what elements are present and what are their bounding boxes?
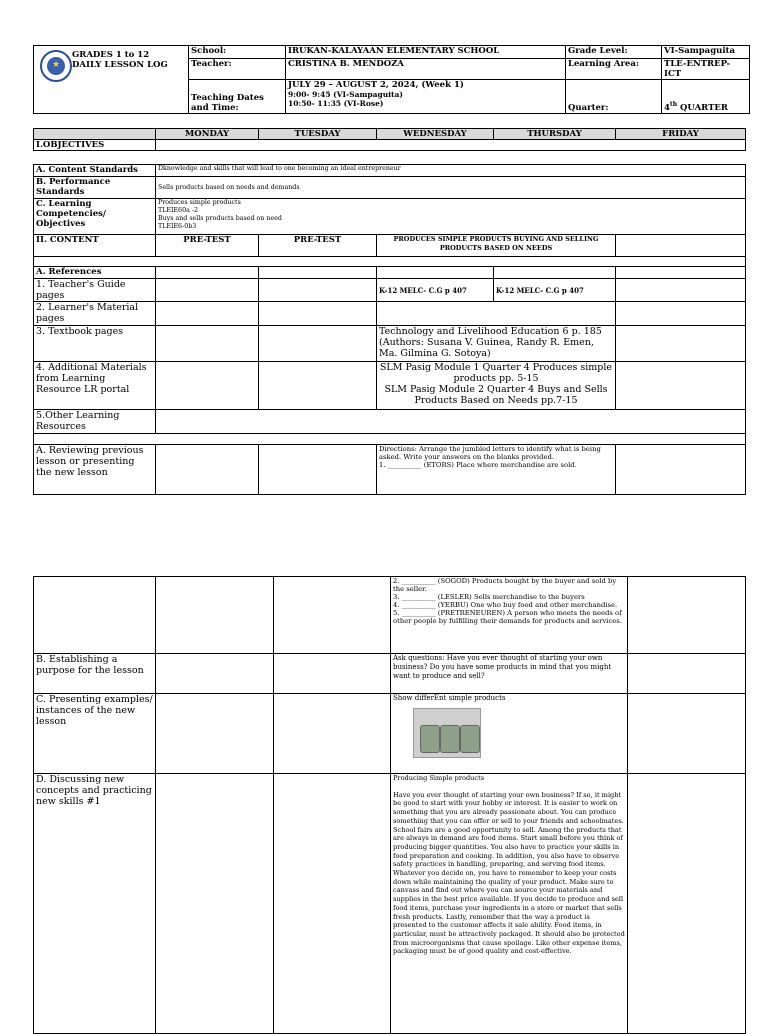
deped-seal-logo: ★ xyxy=(40,50,72,82)
school-label: School: xyxy=(189,46,286,59)
competency-2: Buys and sells products based on need xyxy=(158,215,282,222)
content-standards-value: Dknowledge and skills that will lead to one becoming an ideal entrepreneur xyxy=(156,165,746,177)
content-tuesday: PRE-TEST xyxy=(259,235,377,257)
form-title-line2: DAILY LESSON LOG xyxy=(72,60,168,70)
area-value: TLE-ENTREP-ICT xyxy=(662,59,750,80)
purpose-wed: Ask questions: Have you ever thought of starting your own business? Do you have some products in mind that you might want to produce and sell? xyxy=(391,654,628,694)
review-directions: Directions: Arrange the jumbled letters to identify what is being asked. Write your answers on the blanks provided. xyxy=(379,445,601,461)
textbook-wed: Technology and Livelihood Education 6 p. 185 (Authors: Susana V. Guinea, Randy R. Emen, Ma. Gilmina G. Sotoya) xyxy=(377,326,616,362)
review-item-5: 5. __________ (PRETRENEUREN) A person who meets the needs of other people by fulfilling their demands for products and services. xyxy=(393,609,622,625)
objectives-heading: I.OBJECTIVES xyxy=(34,140,156,151)
performance-standards-label: B. Performance Standards xyxy=(34,177,156,199)
additional-materials-label: 4. Additional Materials from Learning Resource LR portal xyxy=(34,362,156,410)
presenting-wed: Show differEnt simple products xyxy=(393,694,506,702)
review-item-4: 4. __________ (YERBU) One who buy food and other merchandise. xyxy=(393,601,618,609)
tg-thursday: K-12 MELC- C.G p 407 xyxy=(494,279,616,302)
header-table xyxy=(33,45,750,114)
simple-products-photo xyxy=(413,708,481,758)
lm-label: 2. Learner's Material pages xyxy=(34,302,156,326)
additional-material-1: SLM Pasig Module 1 Quarter 4 Produces simple products pp. 5-15 xyxy=(379,362,613,384)
quarter-label: Quarter: xyxy=(566,80,662,114)
dates-line3: 10:50- 11:35 (VI-Rose) xyxy=(288,99,384,108)
additional-material-2: SLM Pasig Module 2 Quarter 4 Buys and Sells Products Based on Needs pp.7-15 xyxy=(384,384,608,406)
competency-1: Produces simple products xyxy=(158,199,241,206)
textbook-label: 3. Textbook pages xyxy=(34,326,156,362)
reviewing-label: A. Reviewing previous lesson or presenting the new lesson xyxy=(34,445,156,495)
discussing-title: Producing Simple products xyxy=(393,774,485,782)
review-item-3: 3. __________ (LESLER) Sells merchandise to the buyers xyxy=(393,593,585,601)
discussing-body: Have you ever thought of starting your own business? If so, it might be good to start with your hobby or interest. It is easier to work on something that you are already passionate about. You can produce something that you can offer or sell to your friends and schoolmates. School fairs are a good opportunity to sell. Among the products that are always in demand are food items. Start small before you think of producing bigger quantities. You also have to practice your skills in food preparation and cooking. In addition, you also have to observe safety practices in handling, preparing, and serving food items. Whatever you decide on, you have to remember to keep your costs down while maintaining the quality of your product. Make sure to canvass and find out where you can source your materials and supplies in the best price available. If you decide to produce and sell food items, purchase your ingredients in a store or market that sells fresh products. Lastly, remember that the way a product is presented to the customer affects it sale ability. Food items, in particular, must be attractively packaged. It should also be protected from microorganisms that cause spoilage. Like other expense items, packaging must be of good quality and cost-effective. xyxy=(393,790,625,956)
other-resources-label: 5.Other Learning Resources xyxy=(34,410,156,434)
lesson-log-table-page2 xyxy=(33,576,746,1034)
form-title-line1: GRADES 1 to 12 xyxy=(72,50,150,60)
competency-2-code: TLEIE6-0b3 xyxy=(158,223,197,230)
tg-label: 1. Teacher's Guide pages xyxy=(34,279,156,302)
day-wednesday: WEDNESDAY xyxy=(377,129,494,140)
day-tuesday: TUESDAY xyxy=(259,129,377,140)
content-standards-label: A. Content Standards xyxy=(34,165,156,177)
lesson-log-table xyxy=(33,128,746,495)
area-label: Learning Area: xyxy=(566,59,662,80)
purpose-label: B. Establishing a purpose for the lesson xyxy=(34,654,156,694)
review-item-2: 2. __________ (SOGOD) Products bought by the buyer and sold by the seller. xyxy=(393,577,617,593)
dates-label-1: Teaching Dates xyxy=(191,93,264,103)
day-thursday: THURSDAY xyxy=(494,129,616,140)
competencies-label: C. Learning Competencies/ Objectives xyxy=(34,199,156,235)
presenting-label: C. Presenting examples/ instances of the new lesson xyxy=(34,694,156,774)
teacher-value: CRISTINA B. MENDOZA xyxy=(286,59,566,80)
competency-1-code: TLEIE60a -2 xyxy=(158,207,198,214)
tg-wednesday: K-12 MELC- C.G p 407 xyxy=(377,279,494,302)
content-label: II. CONTENT xyxy=(34,235,156,257)
grade-value: VI-Sampaguita xyxy=(662,46,750,59)
teacher-label: Teacher: xyxy=(189,59,286,80)
dates-line1: JULY 29 – AUGUST 2, 2024, (Week 1) xyxy=(288,80,464,90)
content-monday: PRE-TEST xyxy=(156,235,259,257)
references-label: A. References xyxy=(34,267,156,279)
day-friday: FRIDAY xyxy=(616,129,746,140)
school-value: IRUKAN-KALAYAAN ELEMENTARY SCHOOL xyxy=(286,46,566,59)
content-wed-thu: PRODUCES SIMPLE PRODUCTS BUYING AND SELLING PRODUCTS BASED ON NEEDS xyxy=(377,235,616,257)
day-monday: MONDAY xyxy=(156,129,259,140)
dates-line2: 9:00- 9:45 (VI-Sampaguita) xyxy=(288,90,403,99)
grade-label: Grade Level: xyxy=(566,46,662,59)
quarter-value: 4th QUARTER xyxy=(662,80,750,114)
dates-label-2: and Time: xyxy=(191,103,239,113)
discussing-label: D. Discussing new concepts and practicing new skills #1 xyxy=(34,774,156,1034)
review-item-1: 1. __________ (ETORS) Place where merchandise are sold. xyxy=(379,461,577,469)
performance-standards-value: Sells products based on needs and demands xyxy=(156,177,746,199)
